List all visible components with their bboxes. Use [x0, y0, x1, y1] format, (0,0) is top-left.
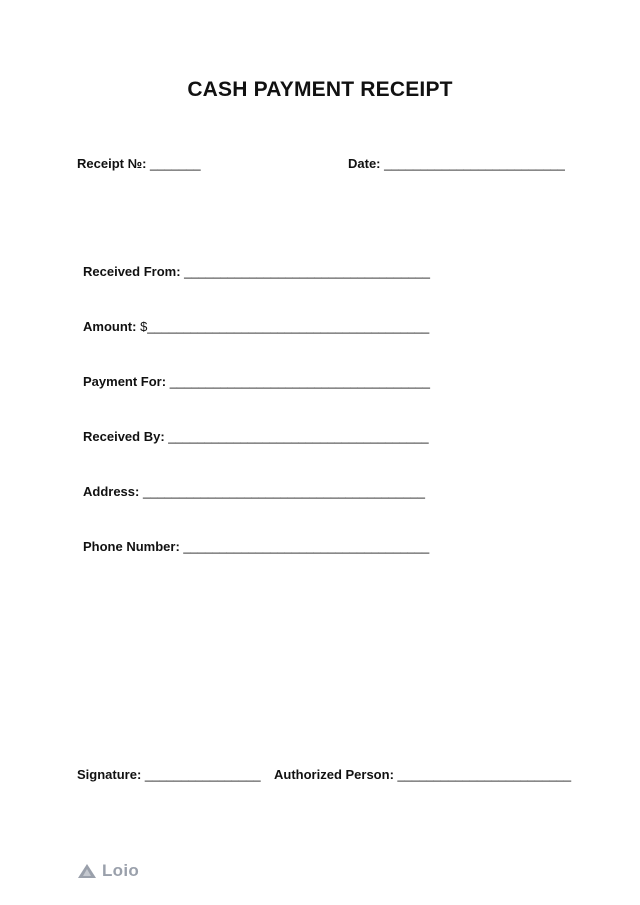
signature-line	[77, 767, 261, 782]
receipt-number-blank: _______	[150, 156, 201, 171]
amount-blank: $_______________________________________	[140, 319, 430, 334]
date-label: Date:	[348, 156, 381, 171]
receipt-number-line	[77, 156, 201, 171]
document-title: CASH PAYMENT RECEIPT	[187, 78, 453, 101]
signature-label: Signature:	[77, 767, 142, 782]
phone-number-label: Phone Number:	[83, 539, 180, 554]
received-from-line	[83, 264, 430, 279]
received-from-label: Received From:	[83, 264, 181, 279]
payment-for-line	[83, 374, 430, 389]
loio-logo-text: Loio	[102, 861, 140, 880]
loio-logo-icon	[77, 863, 97, 879]
amount-line	[83, 319, 429, 334]
received-from-blank: __________________________________	[184, 264, 430, 279]
address-label: Address:	[83, 484, 140, 499]
authorized-person-blank: ________________________	[397, 767, 572, 782]
received-by-blank: ____________________________________	[168, 429, 429, 444]
date-line	[348, 156, 565, 171]
payment-for-label: Payment For:	[83, 374, 167, 389]
received-by-label: Received By:	[83, 429, 165, 444]
amount-label: Amount:	[83, 319, 137, 334]
signature-blank: ________________	[144, 767, 261, 782]
received-by-line	[83, 429, 429, 444]
date-blank: _________________________	[384, 156, 565, 171]
payment-for-blank: ____________________________________	[169, 374, 430, 389]
authorized-person-line	[274, 767, 571, 782]
receipt-number-label: Receipt №:	[77, 156, 147, 171]
address-blank: _______________________________________	[142, 484, 425, 499]
loio-logo	[77, 861, 139, 881]
phone-number-line	[83, 539, 429, 554]
authorized-person-label: Authorized Person:	[274, 767, 394, 782]
address-line	[83, 484, 425, 499]
phone-number-blank: __________________________________	[183, 539, 430, 554]
